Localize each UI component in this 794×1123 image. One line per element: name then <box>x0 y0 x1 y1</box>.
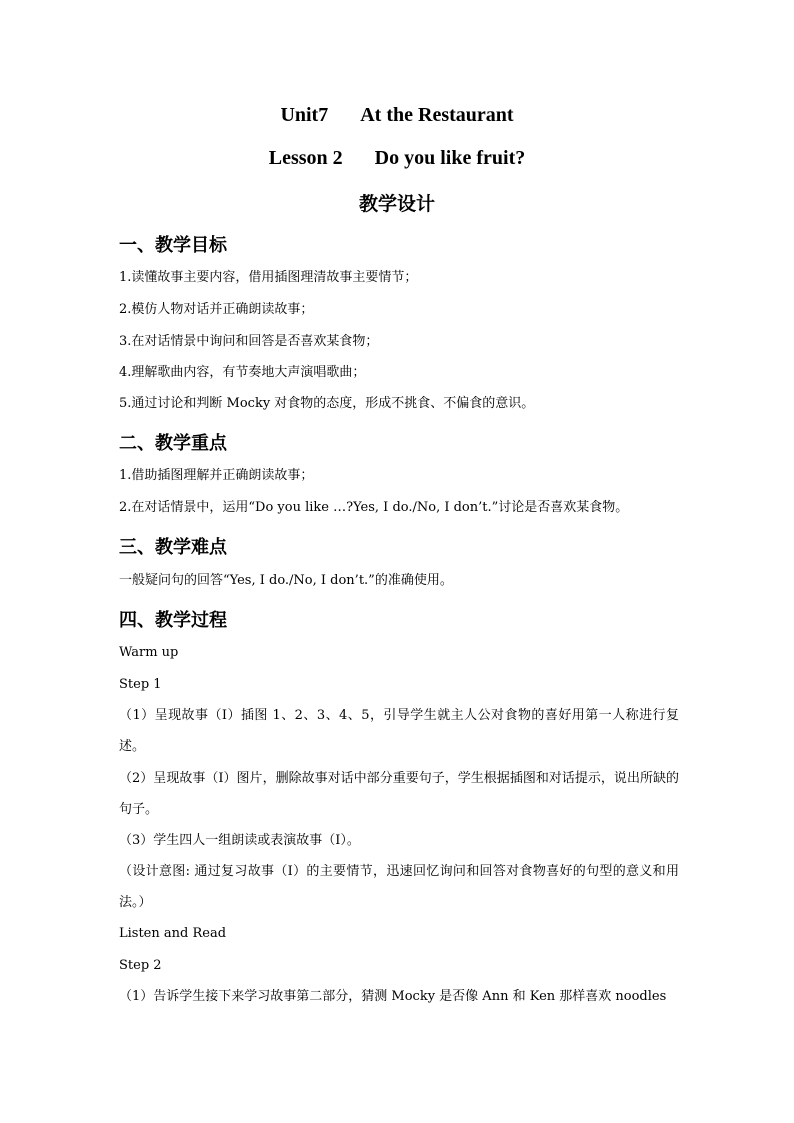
lesson-number: Lesson 2 <box>268 147 343 169</box>
lesson-title <box>0 147 794 170</box>
step2-item-1: （1）告诉学生接下来学习故事第二部分，猜测 Mocky 是否像 Ann 和 Ken 那样喜欢 noodles <box>119 989 667 1004</box>
goal-item-2: 2.模仿人物对话并正确朗读故事； <box>119 302 314 317</box>
key-point-item-1: 1.借助插图理解并正确朗读故事； <box>119 468 314 483</box>
heading-difficulties: 三、教学难点 <box>119 537 227 558</box>
lesson-name: Do you like fruit? <box>374 147 526 169</box>
goal-item-4: 4.理解歌曲内容，有节奏地大声演唱歌曲； <box>119 365 366 380</box>
difficulty-item-1: 一般疑问句的回答“Yes, I do./No, I don’t.”的准确使用。 <box>119 573 453 588</box>
goal-item-1: 1.读懂故事主要内容，借用插图理清故事主要情节； <box>119 270 418 285</box>
step2-label: Step 2 <box>119 958 162 973</box>
goal-item-3: 3.在对话情景中询问和回答是否喜欢某食物； <box>119 334 379 349</box>
unit-title <box>0 104 794 127</box>
listen-read-label: Listen and Read <box>119 926 227 941</box>
unit-name: At the Restaurant <box>360 104 514 126</box>
heading-process: 四、教学过程 <box>119 610 227 631</box>
heading-key-points: 二、教学重点 <box>119 433 227 454</box>
step1-design-intent: （设计意图: 通过复习故事（Ⅰ）的主要情节，迅速回忆询问和回答对食物喜好的句型的意义和用法。） <box>119 864 679 910</box>
step1-item-3: （3）学生四人一组朗读或表演故事（Ⅰ）。 <box>119 833 360 848</box>
step1-item-2: （2）呈现故事（Ⅰ）图片，删除故事对话中部分重要句子，学生根据插图和对话提示，说出所缺的句子。 <box>119 771 679 817</box>
step1-item-1: （1）呈现故事（Ⅰ）插图 1、2、3、4、5，引导学生就主人公对食物的喜好用第一人称进行复述。 <box>119 708 679 754</box>
step1-label: Step 1 <box>119 677 162 692</box>
document-subtitle: 教学设计 <box>358 194 435 215</box>
goal-item-5: 5.通过讨论和判断 Mocky 对食物的态度，形成不挑食、不偏食的意识。 <box>119 396 535 411</box>
warmup-label: Warm up <box>119 645 179 660</box>
unit-number: Unit7 <box>280 104 329 126</box>
key-point-item-2: 2.在对话情景中，运用“Do you like …?Yes, I do./No, I don’t.”讨论是否喜欢某食物。 <box>119 500 629 515</box>
heading-goals: 一、教学目标 <box>119 235 227 256</box>
